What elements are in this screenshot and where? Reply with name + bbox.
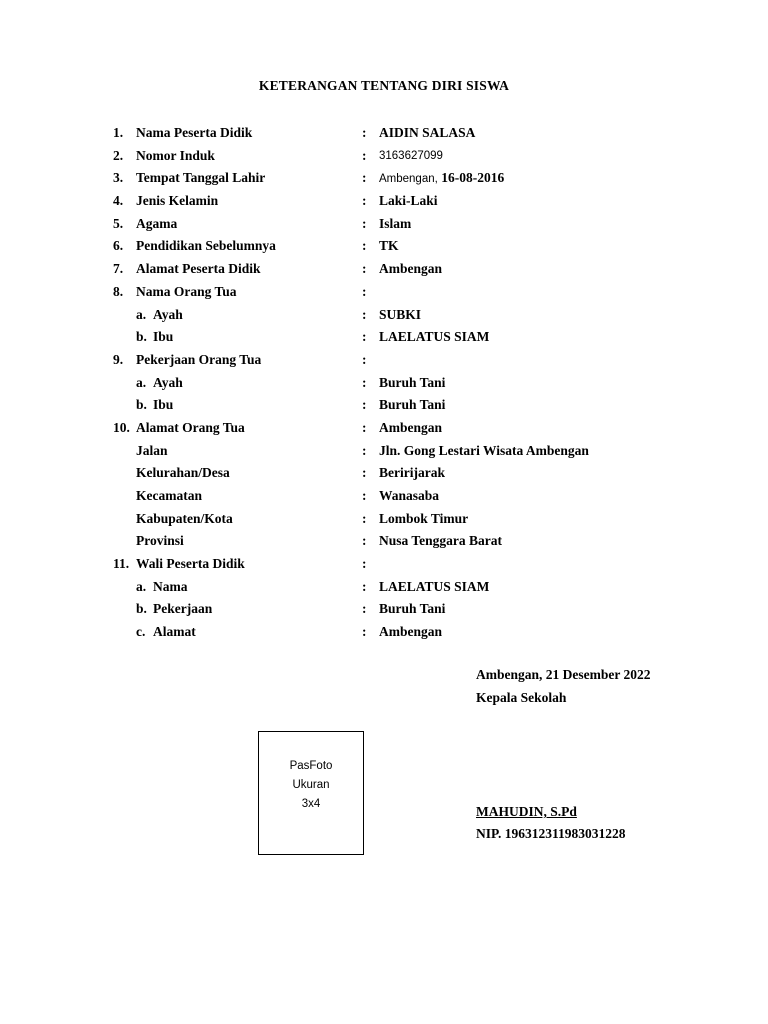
info-row-student-address — [0, 258, 768, 281]
info-row-district — [0, 485, 768, 508]
row-colon: : — [362, 556, 367, 572]
row-label: Alamat — [153, 624, 196, 640]
row-colon: : — [362, 125, 367, 140]
info-row-guardian — [0, 553, 768, 576]
row-number: 10. — [113, 419, 130, 435]
info-row-mother-occupation — [0, 394, 768, 417]
row-colon: : — [362, 601, 367, 617]
student-info-list — [0, 122, 768, 644]
row-label: Kelurahan/Desa — [136, 465, 230, 481]
info-row-guardian-occupation — [0, 598, 768, 621]
row-value: 3163627099 — [379, 149, 443, 162]
info-row-province — [0, 530, 768, 553]
row-label: Nama Orang Tua — [136, 283, 237, 299]
info-row-father-name — [0, 304, 768, 327]
photo-placeholder-box — [258, 731, 364, 855]
row-label: Agama — [136, 215, 178, 231]
info-row-guardian-name — [0, 576, 768, 599]
row-value: Ambengan — [379, 419, 443, 435]
row-colon: : — [362, 215, 367, 231]
row-label: Kecamatan — [136, 488, 202, 503]
row-value: SUBKI — [379, 306, 422, 322]
info-row-mother-name — [0, 326, 768, 349]
row-value: Ambengan — [379, 261, 443, 277]
info-row-guardian-address — [0, 621, 768, 644]
row-number: 1. — [113, 125, 124, 140]
row-value: Jln. Gong Lestari Wisata Ambengan — [379, 442, 589, 458]
signature-name: MAHUDIN, S.Pd — [476, 804, 577, 819]
row-label: Alamat Peserta Didik — [136, 261, 261, 277]
row-label: Ibu — [153, 329, 174, 345]
row-colon: : — [362, 397, 367, 413]
document-title: KETERANGAN TENTANG DIRI SISWA — [258, 78, 510, 93]
row-number: 6. — [113, 238, 124, 254]
row-colon: : — [362, 283, 367, 299]
row-colon: : — [362, 442, 367, 458]
row-sub-marker: a. — [136, 306, 147, 322]
row-label: Ayah — [153, 306, 183, 322]
photo-label-line1: PasFoto — [289, 760, 333, 772]
row-value: Laki-Laki — [379, 193, 438, 209]
row-value: Buruh Tani — [379, 601, 446, 617]
row-label: Nama Peserta Didik — [136, 125, 253, 140]
row-number: 9. — [113, 351, 124, 367]
row-value: Buruh Tani — [379, 397, 446, 413]
row-colon: : — [362, 170, 367, 186]
row-colon: : — [362, 329, 367, 345]
row-label: Jenis Kelamin — [136, 193, 219, 209]
row-value: Ambengan — [379, 624, 443, 640]
info-row-village — [0, 462, 768, 485]
row-label: Nomor Induk — [136, 147, 215, 163]
row-label: Provinsi — [136, 533, 184, 549]
row-value: Lombok Timur — [379, 510, 469, 526]
row-value: Nusa Tenggara Barat — [379, 533, 503, 549]
row-label: Pekerjaan — [153, 601, 213, 617]
row-sub-marker: b. — [136, 397, 147, 413]
info-row-previous-education — [0, 235, 768, 258]
row-label: Wali Peserta Didik — [136, 556, 245, 572]
row-value: Wanasaba — [379, 488, 440, 503]
info-row-birth — [0, 167, 768, 190]
row-label: Pekerjaan Orang Tua — [136, 351, 262, 367]
row-value: LAELATUS SIAM — [379, 329, 490, 345]
row-colon: : — [362, 374, 367, 390]
row-colon: : — [362, 419, 367, 435]
row-label: Alamat Orang Tua — [136, 419, 245, 435]
row-number: 8. — [113, 283, 124, 299]
info-row-gender — [0, 190, 768, 213]
row-colon: : — [362, 306, 367, 322]
row-number: 2. — [113, 147, 124, 163]
signature-position: Kepala Sekolah — [476, 690, 567, 705]
row-label: Ayah — [153, 374, 183, 390]
row-value: Beririjarak — [379, 465, 445, 481]
row-label: Kabupaten/Kota — [136, 510, 233, 526]
info-row-parents-name — [0, 281, 768, 304]
row-label: Nama — [153, 578, 188, 594]
signature-place-date: Ambengan, 21 Desember 2022 — [476, 667, 651, 682]
row-colon: : — [362, 193, 367, 209]
row-sub-marker: a. — [136, 578, 147, 594]
row-colon: : — [362, 465, 367, 481]
row-colon: : — [362, 238, 367, 254]
row-value: Islam — [379, 215, 412, 231]
row-colon: : — [362, 510, 367, 526]
row-value: Buruh Tani — [379, 374, 446, 390]
row-sub-marker: a. — [136, 374, 147, 390]
row-colon: : — [362, 147, 367, 163]
row-colon: : — [362, 261, 367, 277]
row-sub-marker: b. — [136, 329, 147, 345]
row-sub-marker: b. — [136, 601, 147, 617]
birth-date: 16-08-2016 — [441, 170, 505, 186]
row-number: 5. — [113, 215, 124, 231]
row-value: LAELATUS SIAM — [379, 578, 490, 594]
row-label: Ibu — [153, 397, 174, 413]
row-number: 4. — [113, 193, 124, 209]
birth-place: Ambengan, — [379, 173, 438, 186]
photo-label-line2: Ukuran — [292, 779, 330, 791]
row-colon: : — [362, 624, 367, 640]
row-number: 3. — [113, 170, 124, 186]
row-colon: : — [362, 578, 367, 594]
row-value — [379, 167, 504, 191]
photo-label-line3: 3x4 — [301, 798, 321, 810]
row-label: Pendidikan Sebelumnya — [136, 238, 276, 254]
info-row-nomor-induk — [0, 145, 768, 168]
info-row-parents-address — [0, 417, 768, 440]
row-label: Tempat Tanggal Lahir — [136, 170, 266, 186]
info-row-street — [0, 440, 768, 463]
row-colon: : — [362, 488, 367, 503]
row-label: Jalan — [136, 442, 168, 458]
row-value: AIDIN SALASA — [379, 125, 476, 140]
info-row-parents-occupation — [0, 349, 768, 372]
row-colon: : — [362, 533, 367, 549]
info-row-name — [0, 122, 768, 145]
row-number: 11. — [113, 556, 130, 572]
signature-nip: NIP. 196312311983031228 — [476, 826, 626, 841]
row-sub-marker: c. — [136, 624, 146, 640]
row-value: TK — [379, 238, 399, 254]
info-row-regency — [0, 508, 768, 531]
info-row-father-occupation — [0, 372, 768, 395]
row-number: 7. — [113, 261, 124, 277]
info-row-religion — [0, 213, 768, 236]
row-colon: : — [362, 351, 367, 367]
